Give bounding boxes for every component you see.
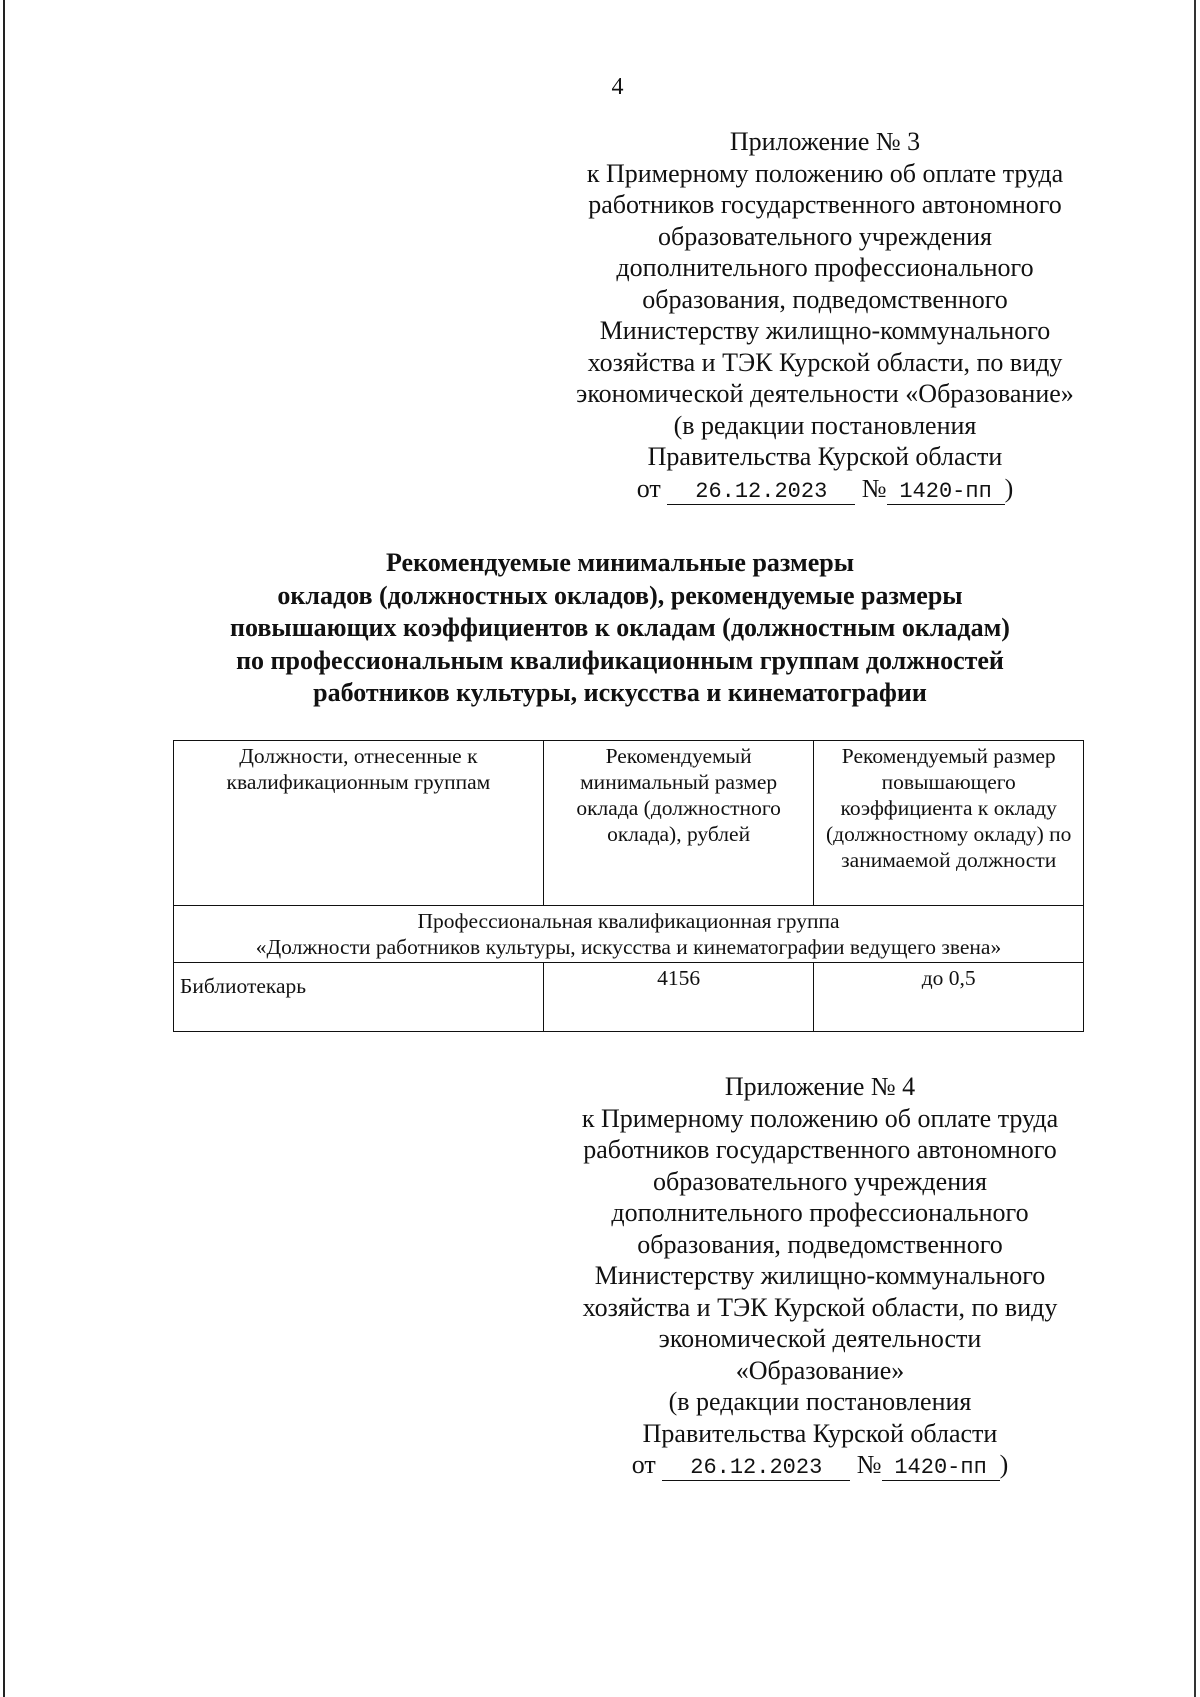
appendix-3-line: экономической деятельности «Образование» [576,379,1074,408]
appendix-4-line: «Образование» [735,1355,905,1385]
from-label: от [631,1450,656,1479]
appendix-4-block [545,1071,1095,1481]
appendix-3-line: образовательного учреждения [658,221,992,251]
appendix-3-line: к Примерному положению об оплате труда [586,158,1064,188]
appendix-4-line: образовательного учреждения [653,1166,987,1196]
group-row [174,906,1084,963]
cell-coefficient: до 0,5 [814,963,1084,1032]
salary-table [173,740,1084,1032]
appendix-4-title: Приложение № 4 [724,1072,916,1101]
appendix-3-title: Приложение № 3 [729,127,921,156]
table-header-row [174,741,1084,906]
closing-paren: ) [999,1450,1009,1479]
header-coefficient: Рекомендуемый размер повышающего коэффициента к окладу (должностному окладу) по занимаемой должности [814,741,1084,906]
resolution-date: 26.12.2023 [662,1456,850,1481]
appendix-4-date-line [545,1449,1095,1481]
appendix-4-line: образования, подведомственного [637,1229,1003,1259]
group-cell [174,906,1084,963]
appendix-4-line: хозяйства и ТЭК Курской области, по виду [582,1292,1058,1322]
appendix-4-line: (в редакции постановления [668,1387,972,1416]
heading-line: по профессиональным квалификационным группам должностей [236,645,1004,675]
appendix-4-line: экономической деятельности [658,1324,982,1353]
heading-line: работников культуры, искусства и кинематографии [313,678,927,707]
appendix-4-line: дополнительного профессионального [611,1198,1029,1227]
appendix-3-line: хозяйства и ТЭК Курской области, по виду [587,347,1063,377]
appendix-3-block [555,126,1095,505]
appendix-3-line: Министерству жилищно-коммунального [599,316,1051,345]
appendix-4-line: Правительства Курской области [642,1418,998,1448]
table-row [174,963,1084,1032]
cell-position: Библиотекарь [174,963,544,1032]
group-title: Профессиональная квалификационная группа [417,909,840,933]
resolution-number: 1420-пп [882,1456,1000,1481]
heading-line: Рекомендуемые минимальные размеры [385,548,854,577]
closing-paren: ) [1004,473,1014,503]
number-sign: № [861,473,887,503]
resolution-date: 26.12.2023 [667,480,855,505]
number-sign: № [856,1450,882,1479]
heading-line: окладов (должностных окладов), рекомендуемые размеры [277,580,963,610]
scan-edge-left [3,0,5,1697]
document-heading [140,547,1100,710]
appendix-3-line: дополнительного профессионального [616,253,1034,282]
cell-salary: 4156 [543,963,814,1032]
appendix-3-line: образования, подведомственного [642,284,1008,314]
appendix-3-date-line [555,473,1095,505]
header-position: Должности, отнесенные к квалификационным группам [174,741,544,906]
appendix-3-line: (в редакции постановления [673,410,977,440]
page-number: 4 [611,74,624,100]
appendix-4-line: Министерству жилищно-коммунального [594,1261,1046,1290]
appendix-4-line: работников государственного автономного [583,1135,1057,1164]
header-salary: Рекомендуемый минимальный размер оклада (должностного оклада), рублей [543,741,814,906]
appendix-4-line: к Примерному положению об оплате труда [581,1103,1059,1133]
heading-line: повышающих коэффициентов к окладам (должностным окладам) [230,613,1010,642]
group-subtitle: «Должности работников культуры, искусства и кинематографии ведущего звена» [255,935,1002,959]
appendix-3-line: Правительства Курской области [647,442,1003,471]
resolution-number: 1420-пп [887,480,1005,505]
from-label: от [636,473,661,503]
scan-edge-right [1194,0,1196,1697]
appendix-3-line: работников государственного автономного [588,190,1062,219]
